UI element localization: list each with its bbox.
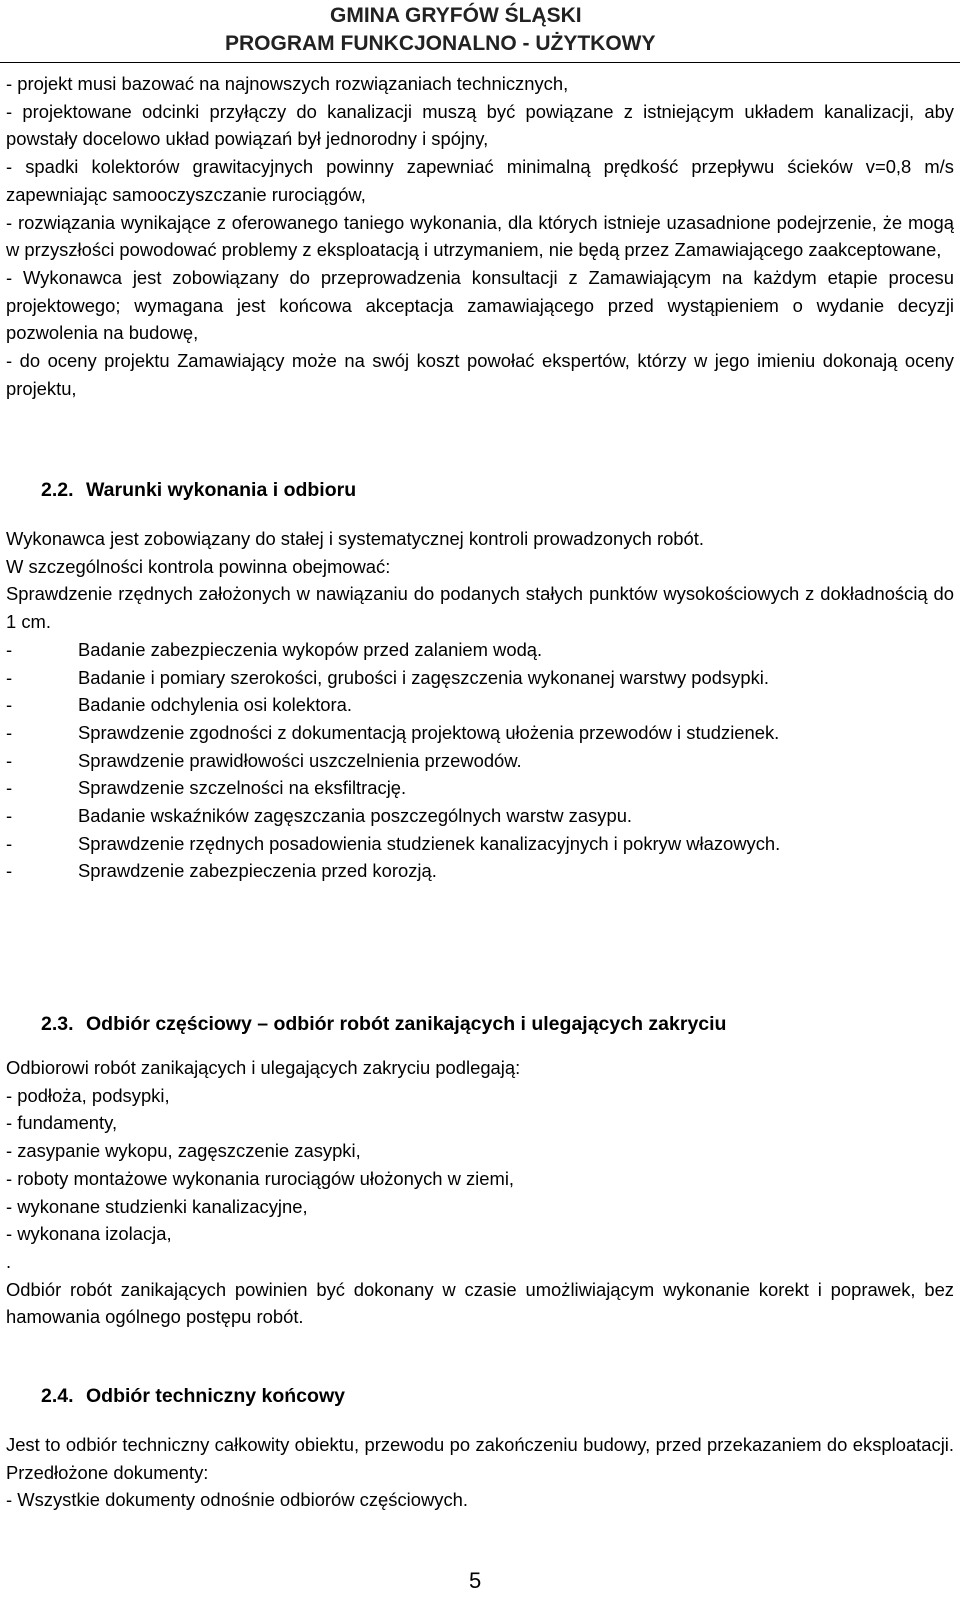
list-item: - Sprawdzenie zgodności z dokumentacją projektową ułożenia przewodów i studzienek. <box>6 721 780 743</box>
section-2-3-body <box>6 1054 954 1331</box>
section-heading-2-3 <box>41 1013 726 1036</box>
list-item: - Badanie odchylenia osi kolektora. <box>6 694 352 716</box>
paragraph: - Wszystkie dokumenty odnośnie odbiorów częściowych. <box>6 1489 469 1511</box>
section-number: 2.4. <box>41 1385 74 1407</box>
paragraph: Jest to odbiór techniczny całkowity obiektu, przewodu po zakończeniu budowy, przed przekazaniem do eksploatacji. Przedłożone dokumenty: <box>6 1434 954 1483</box>
list-item: - podłoża, podsypki, <box>6 1084 170 1106</box>
list-item: - Sprawdzenie rzędnych posadowienia studzienek kanalizacyjnych i pokryw włazowych. <box>6 832 781 854</box>
section-heading-2-4 <box>41 1385 345 1408</box>
paragraph: Wykonawca jest zobowiązany do stałej i systematycznej kontroli prowadzonych robót. <box>6 528 704 549</box>
header-rule <box>0 62 960 63</box>
intro-paragraph: - spadki kolektorów grawitacyjnych powinny zapewniać minimalną prędkość przepływu ścieków v=0,8 m/s zapewniając samooczyszczanie rurociągów, <box>6 156 954 205</box>
paragraph: Odbiorowi robót zanikających i ulegających zakryciu podlegają: <box>6 1057 521 1078</box>
list-item: - Badanie wskaźników zagęszczania poszczególnych warstw zasypu. <box>6 805 633 827</box>
paragraph: Sprawdzenie rzędnych założonych w nawiązaniu do podanych stałych punktów wysokościowych z dokładnością do 1 cm. <box>6 583 954 633</box>
section-number: 2.3. <box>41 1013 74 1035</box>
intro-paragraph: - projekt musi bazować na najnowszych rozwiązaniach technicznych, <box>6 73 569 94</box>
list-item: - wykonane studzienki kanalizacyjne, <box>6 1195 308 1217</box>
list-item: - roboty montażowe wykonania rurociągów ułożonych w ziemi, <box>6 1167 515 1189</box>
section-number: 2.2. <box>41 479 74 501</box>
section-title: Odbiór techniczny końcowy <box>86 1385 345 1407</box>
list-item: - fundamenty, <box>6 1112 118 1134</box>
section-title: Odbiór częściowy – odbiór robót zanikających i ulegających zakryciu <box>86 1013 727 1035</box>
intro-paragraph: - rozwiązania wynikające z oferowanego taniego wykonania, dla których istnieje uzasadnione podejrzenie, że mogą w przyszłości powodować problemy z eksploatacją i utrzymaniem, nie będą przez Zamawiającego zaakceptowane, <box>6 211 954 261</box>
section-2-4-body <box>6 1431 954 1514</box>
list-item: - Badanie zabezpieczenia wykopów przed zalaniem wodą. <box>6 638 543 660</box>
list-item: - zasypanie wykopu, zagęszczenie zasypki, <box>6 1140 361 1162</box>
list-item: - Sprawdzenie szczelności na eksfiltrację. <box>6 777 407 799</box>
section-heading-2-2 <box>41 479 356 502</box>
list-item: - Sprawdzenie prawidłowości uszczelnienia przewodów. <box>6 749 522 771</box>
list-item: - wykonana izolacja, <box>6 1223 172 1245</box>
paragraph: . <box>6 1250 12 1272</box>
section-2-2-body <box>6 525 954 885</box>
list-item: - Badanie i pomiary szerokości, grubości i zagęszczenia wykonanej warstwy podsypki. <box>6 666 769 688</box>
list-item: - Sprawdzenie zabezpieczenia przed korozją. <box>6 860 437 882</box>
section-title: Warunki wykonania i odbioru <box>86 479 357 501</box>
page-number: 5 <box>469 1568 482 1593</box>
header-program-title: PROGRAM FUNKCJONALNO - UŻYTKOWY <box>225 32 656 55</box>
intro-paragraph: - do oceny projektu Zamawiający może na swój koszt powołać ekspertów, którzy w jego imieniu dokonają oceny projektu, <box>6 350 954 399</box>
intro-paragraph: - projektowane odcinki przyłączy do kanalizacji muszą być powiązane z istniejącym układem kanalizacji, aby powstały docelowo układ powiązań był jednorodny i spójny, <box>6 100 954 150</box>
intro-block <box>6 70 954 402</box>
intro-paragraph: - Wykonawca jest zobowiązany do przeprowadzenia konsultacji z Zamawiającym na każdym etapie procesu projektowego; wymagana jest końcowa akceptacja zamawiającego przed wystąpieniem o wydanie decyzji pozwolenia na budowę, <box>6 266 954 344</box>
paragraph: Odbiór robót zanikających powinien być dokonany w czasie umożliwiającym wykonanie korekt i poprawek, bez hamowania ogólnego postępu robót. <box>6 1278 954 1328</box>
header-municipality: GMINA GRYFÓW ŚLĄSKI <box>330 4 582 27</box>
paragraph: W szczególności kontrola powinna obejmować: <box>6 555 391 577</box>
